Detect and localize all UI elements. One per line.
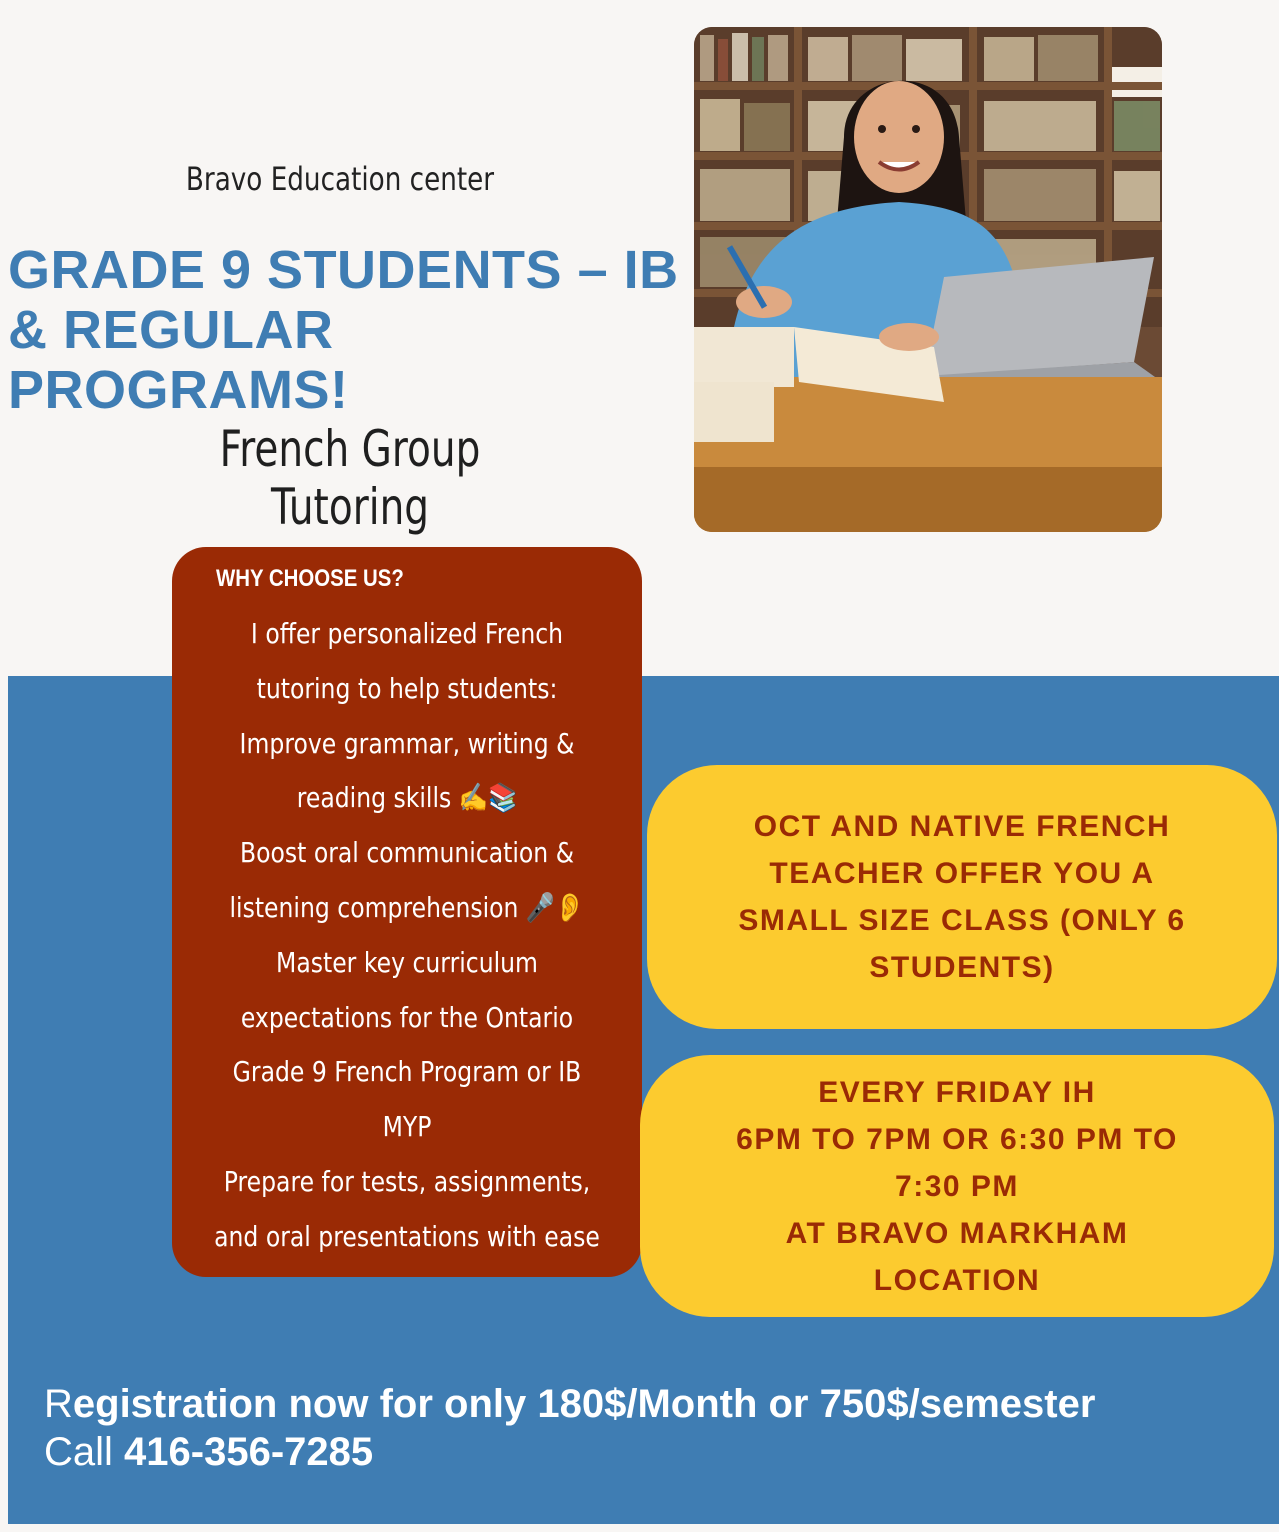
- page-headline: [8, 240, 688, 420]
- schedule-line: AT BRAVO MARKHAM: [785, 1216, 1129, 1250]
- why-line: listening comprehension 🎤👂: [229, 890, 585, 924]
- student-photo: [694, 27, 1162, 532]
- why-choose-us-title: WHY CHOOSE US?: [216, 565, 404, 592]
- offer-line: OCT AND NATIVE FRENCH: [753, 810, 1171, 843]
- why-line: I offer personalized French: [250, 617, 564, 650]
- schedule-line: 6PM TO 7PM OR 6:30 PM TO: [736, 1122, 1178, 1156]
- schedule-line: EVERY FRIDAY IH: [818, 1075, 1096, 1109]
- schedule-badge: [640, 1055, 1274, 1317]
- why-line: Improve grammar, writing &: [239, 726, 575, 760]
- why-line: Grade 9 French Program or IB: [232, 1055, 582, 1089]
- why-choose-us-panel: [172, 547, 642, 1277]
- class-offer-badge: [647, 765, 1277, 1029]
- registration-info: [44, 1380, 1095, 1476]
- why-line: Master key curriculum: [276, 945, 538, 979]
- why-line: Prepare for tests, assignments,: [223, 1164, 591, 1198]
- why-line: and oral presentations with ease: [214, 1219, 600, 1253]
- why-choose-us-text: [172, 607, 642, 1265]
- schedule-line: LOCATION: [873, 1263, 1041, 1297]
- offer-line: STUDENTS): [869, 951, 1055, 984]
- why-line: Boost oral communication &: [239, 836, 575, 870]
- headline-line-2: & REGULAR PROGRAMS!: [8, 300, 349, 420]
- page-subtitle: French Group Tutoring: [219, 420, 481, 536]
- why-line: MYP: [382, 1110, 432, 1144]
- offer-line: SMALL SIZE CLASS (ONLY 6: [738, 904, 1186, 937]
- why-line: tutoring to help students:: [256, 671, 558, 705]
- why-line: reading skills ✍️📚: [296, 781, 518, 815]
- phone-number[interactable]: 416-356-7285: [124, 1430, 374, 1474]
- headline-line-1: GRADE 9 STUDENTS – IB: [8, 240, 679, 300]
- contact-line: Call 416-356-7285: [44, 1430, 374, 1474]
- registration-price: Registration now for only 180$/Month or 750$/semester: [44, 1382, 1096, 1426]
- why-line: expectations for the Ontario: [240, 1000, 574, 1034]
- offer-line: TEACHER OFFER YOU A: [769, 857, 1155, 890]
- center-name: Bravo Education center: [185, 160, 495, 198]
- schedule-line: 7:30 PM: [895, 1169, 1019, 1203]
